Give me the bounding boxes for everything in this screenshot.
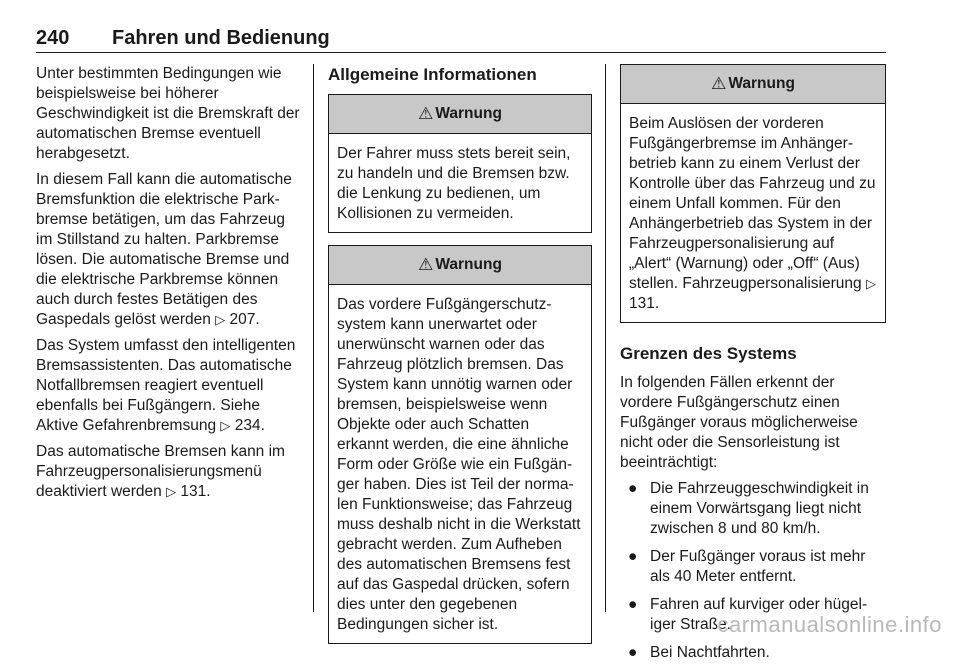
paragraph: Das System umfasst den intelligenten Bremsassistenten. Das automatische Notfallbremsen reagiert eventuell ebenfalls bei Fußgängern. Siehe Aktive Gefahrenbremsung ▷ 234. [36,337,296,434]
column-middle [328,64,592,656]
warning-header [329,95,591,134]
column-right [620,64,886,671]
warning-box [328,94,592,233]
page-reference[interactable]: 131. [629,295,660,312]
page-reference[interactable]: 234. [234,417,265,434]
reference-arrow-icon: ▷ [220,418,231,433]
paragraph: In folgenden Fällen erkennt der vordere Fußgängerschutz einen Fußgänger voraus möglicherweise nicht oder die Sensorleistung ist beeinträchtigt: [620,374,858,471]
list-item: ● Bei Nachtfahrten. [628,644,770,661]
warning-box [620,64,886,323]
section-heading: Grenzen des Systems [620,344,797,363]
warning-header [329,246,591,285]
watermark: carmanualsonline.info [717,612,942,637]
bullet-icon: ● [628,644,638,661]
warning-text: Das vordere Fußgängerschutzsystem kann unerwartet oder unerwünscht warnen oder das Fahrzeug plötzlich bremsen. Das System kann unnötig warnen oder bremsen, beispielsweise wenn Objekte oder auch Schatten erkannt werden, die eine ähnliche Form oder Größe wie ein Fußgänger haben. Dies ist Teil der normalen Funktionsweise; das Fahrzeug muss deshalb nicht in die Werkstatt gebracht werden. Zum Aufheben des automatischen Bremsens fest auf das Gaspedal drücken, sofern dies unter den gegebenen Bedingungen sicher ist. [337,296,581,633]
bullet-icon: ● [628,548,638,565]
paragraph: Unter bestimmten Bedingungen wie beispielsweise bei höherer Geschwindigkeit ist die Bremskraft der automatischen Bremse eventuell herabgesetzt. [36,65,300,162]
warning-title: Warnung [728,75,795,92]
page-reference[interactable]: 131. [180,483,211,500]
column-divider [313,64,314,612]
warning-text: Beim Auslösen der vorderen Fußgängerbremse im Anhängerbetrieb kann zu einem Verlust der Kontrolle über das Fahrzeug und zu einem Unfall kommen. Für den Anhängerbetrieb das System in der Fahrzeugpersonalisierung auf „Alert“ (Warnung) oder „Off“ (Aus) stellen. Fahrzeugpersonalisierung ▷ 131. [629,115,876,312]
paragraph: Das automatische Bremsen kann im Fahrzeugpersonalisierungsmenü deaktiviert werden ▷ 131. [36,443,285,500]
reference-arrow-icon: ▷ [166,484,177,499]
list-item: ● Der Fußgänger voraus ist mehr als 40 Meter entfernt. [628,548,866,585]
column-left [36,64,300,508]
list-item: ● Die Fahrzeuggeschwindigkeit in einem Vorwärtsgang liegt nicht zwischen 8 und 80 km/h. [628,480,869,537]
section-heading: Allgemeine Informationen [328,65,537,84]
warning-triangle-icon: ⚠ [711,74,727,93]
warning-title: Warnung [435,105,502,122]
warning-title: Warnung [435,256,502,273]
page-reference[interactable]: 207. [229,311,260,328]
page-number: 240 [36,27,70,49]
reference-arrow-icon: ▷ [865,276,876,291]
column-divider [605,64,606,612]
reference-arrow-icon: ▷ [215,312,226,327]
list-item: ● Fahren auf kurviger oder hügeliger Straße. [628,596,868,633]
warning-text: Der Fahrer muss stets bereit sein, zu handeln und die Bremsen bzw. die Lenkung zu bedienen, um Kollisionen zu vermeiden. [337,145,571,222]
bullet-icon: ● [628,596,638,613]
page-header [36,26,886,53]
warning-triangle-icon: ⚠ [418,104,434,123]
page-title: Fahren und Bedienung [112,27,330,49]
warning-header [621,65,885,104]
paragraph: In diesem Fall kann die automatische Bremsfunktion die elektrische Parkbremse betätigen, um das Fahrzeug im Stillstand zu halten. Parkbremse lösen. Die automatische Bremse und die elektrische Parkbremse können auch durch festes Betätigen des Gaspedals gelöst werden ▷ 207. [36,171,292,328]
warning-box [328,245,592,644]
warning-triangle-icon: ⚠ [418,255,434,274]
bullet-icon: ● [628,480,638,497]
